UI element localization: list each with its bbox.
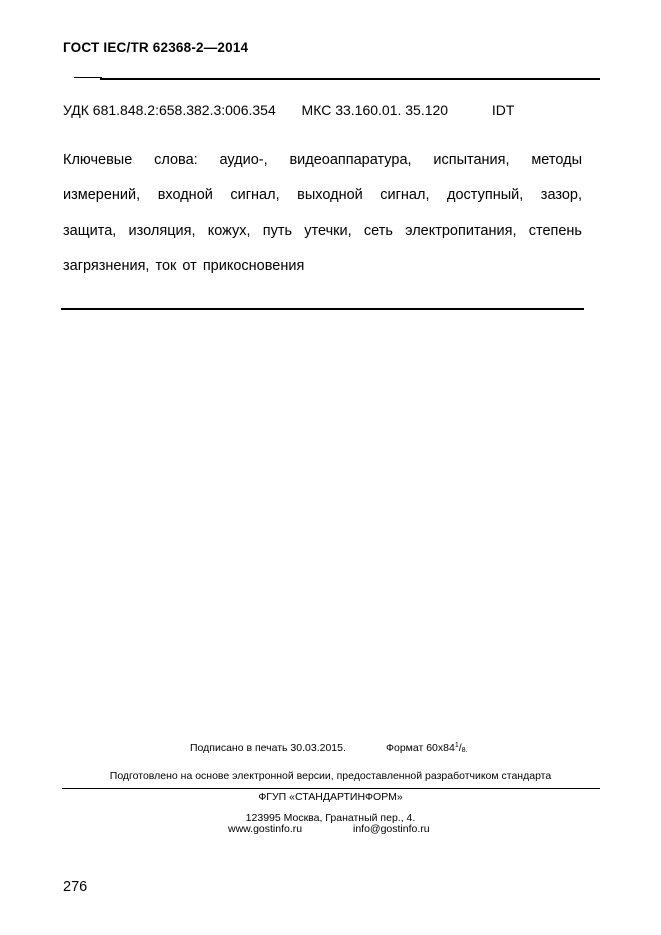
paper-format: Формат $60x84^1/_{8.}$ xyxy=(386,742,468,754)
publisher-name: ФГУП «СТАНДАРТИНФОРМ» xyxy=(258,791,403,803)
classification-row xyxy=(63,102,514,118)
udk-code: УДК 681.848.2:658.382.3:006.354 xyxy=(63,102,276,118)
document-header: ГОСТ IEC/TR 62368-2—2014 xyxy=(63,40,249,55)
header-rule-thin xyxy=(74,77,102,78)
keywords-line-4: загрязнения, ток от прикосновения xyxy=(63,258,305,274)
keywords-line-2: измерений, входной сигнал, выходной сигнал, доступный, зазор, xyxy=(63,187,582,203)
prepared-note: Подготовлено на основе электронной версии, предоставленной разработчиком стандарта xyxy=(109,770,552,782)
paper-format-numerator: 1 xyxy=(454,742,459,749)
keywords-line-3: защита, изоляция, кожух, путь утечки, сеть электропитания, степень xyxy=(63,223,582,239)
publisher-email[interactable]: info@gostinfo.ru xyxy=(353,823,430,835)
imprint-rule xyxy=(62,788,600,789)
signed-date: Подписано в печать 30.03.2015. xyxy=(190,742,346,754)
idt-label: IDT xyxy=(491,102,515,118)
paper-format-denominator: 8 xyxy=(461,747,466,754)
keywords-line-1: Ключевые слова: аудио-, видеоаппаратура, испытания, методы xyxy=(63,152,582,168)
header-rule-thick xyxy=(100,78,600,80)
page-number: 276 xyxy=(63,879,88,895)
mks-code: МКС 33.160.01. 35.120 xyxy=(301,102,449,118)
paper-format-label: Формат 60x84 xyxy=(386,742,455,754)
publisher-address: 123995 Москва, Гранатный пер., 4. xyxy=(245,812,416,824)
publisher-website[interactable]: www.gostinfo.ru xyxy=(228,823,303,835)
keywords-bottom-rule xyxy=(61,308,584,310)
paper-format-end: . xyxy=(465,747,468,754)
